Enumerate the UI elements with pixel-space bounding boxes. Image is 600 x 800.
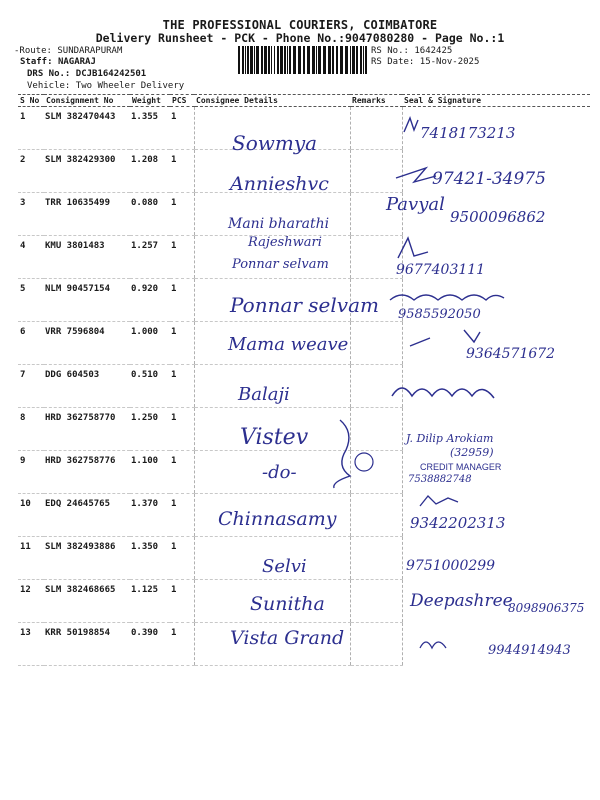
remarks-cell — [350, 365, 402, 408]
sno-cell: 2 — [18, 150, 44, 193]
sig-10: 9342202313 — [410, 514, 506, 532]
barcode-bar — [307, 46, 310, 74]
weight-cell: 1.370 — [130, 494, 170, 537]
barcode-bar — [340, 46, 343, 74]
consignment-cell: TRR 10635499 — [44, 193, 130, 236]
consignee-cell — [194, 451, 350, 494]
weight-cell: 0.920 — [130, 279, 170, 322]
hw-name-10: -do- — [262, 462, 297, 483]
hw-name-5: Ponnar selvam — [232, 257, 329, 272]
barcode-bar — [268, 46, 270, 74]
sno-cell: 12 — [18, 580, 44, 623]
drs-value: DCJB164242501 — [75, 69, 147, 79]
pcs-cell: 1 — [170, 322, 194, 365]
consignee-cell — [194, 408, 350, 451]
sig-2: 97421-34975 — [432, 169, 546, 189]
table-row — [18, 236, 590, 279]
vehicle-label: Vehicle: — [27, 81, 71, 91]
sig-8d: 7538882748 — [408, 474, 472, 485]
barcode-bar — [323, 46, 326, 74]
consignee-cell — [194, 580, 350, 623]
weight-cell: 1.355 — [130, 107, 170, 150]
pcs-cell: 1 — [170, 623, 194, 666]
barcode-bar — [365, 46, 367, 74]
sig-1: 7418173213 — [420, 124, 516, 142]
hw-name-13: Sunitha — [250, 593, 325, 615]
barcode-bar — [352, 46, 355, 74]
barcode-bar — [250, 46, 253, 74]
signature-cell — [402, 322, 590, 365]
company-title: THE PROFESSIONAL COURIERS, COIMBATORE — [162, 18, 438, 32]
hw-name-4: Rajeshwari — [248, 235, 322, 250]
signature-cell — [402, 107, 590, 150]
consignment-cell: NLM 90457154 — [44, 279, 130, 322]
barcode-bar — [316, 46, 317, 74]
consignment-cell: EDQ 24645765 — [44, 494, 130, 537]
barcode-bar — [277, 46, 279, 74]
col-remarks: Remarks — [350, 95, 402, 107]
pcs-cell: 1 — [170, 236, 194, 279]
sno-cell: 3 — [18, 193, 44, 236]
barcode-bar — [356, 46, 358, 74]
hw-name-1: Sowmya — [232, 131, 318, 155]
barcode-bar — [242, 46, 244, 74]
consignee-cell — [194, 322, 350, 365]
table-row — [18, 322, 590, 365]
barcode-bar — [289, 46, 291, 74]
sig-7: 9364571672 — [466, 346, 556, 362]
signature-cell — [402, 580, 590, 623]
staff-label: Staff: — [20, 57, 53, 67]
drs-line — [27, 69, 146, 80]
remarks-cell — [350, 150, 402, 193]
barcode-bar — [298, 46, 301, 74]
barcode-bar — [284, 46, 286, 74]
barcode-bar — [256, 46, 259, 74]
pcs-cell: 1 — [170, 365, 194, 408]
pcs-cell: 1 — [170, 537, 194, 580]
barcode-bar — [293, 46, 296, 74]
barcode-bar — [318, 46, 321, 74]
rs-date-label: RS Date: — [371, 57, 415, 67]
signature-cell — [402, 150, 590, 193]
weight-cell: 1.208 — [130, 150, 170, 193]
pcs-cell: 1 — [170, 193, 194, 236]
weight-cell: 1.257 — [130, 236, 170, 279]
col-consignee: Consignee Details — [194, 95, 350, 107]
remarks-cell — [350, 322, 402, 365]
table-row — [18, 150, 590, 193]
sig-4: 9500096862 — [450, 208, 546, 226]
consignee-cell — [194, 623, 350, 666]
barcode-bar — [345, 46, 348, 74]
rs-date-line — [371, 57, 479, 68]
consignee-cell — [194, 107, 350, 150]
consignee-cell — [194, 494, 350, 537]
sig-5: 9677403111 — [396, 262, 486, 278]
col-pcs: PCS — [170, 95, 194, 107]
consignee-cell — [194, 150, 350, 193]
sno-cell: 7 — [18, 365, 44, 408]
barcode-bar — [287, 46, 288, 74]
pcs-cell: 1 — [170, 408, 194, 451]
col-seal: Seal & Signature — [402, 95, 590, 107]
pcs-cell: 1 — [170, 451, 194, 494]
sno-cell: 10 — [18, 494, 44, 537]
pcs-cell: 1 — [170, 494, 194, 537]
sig-13b: 8098906375 — [508, 601, 585, 615]
sno-cell: 1 — [18, 107, 44, 150]
signature-cell — [402, 623, 590, 666]
remarks-cell — [350, 580, 402, 623]
consignee-cell — [194, 193, 350, 236]
barcode-bar — [303, 46, 305, 74]
weight-cell: 1.250 — [130, 408, 170, 451]
remarks-cell — [350, 451, 402, 494]
remarks-cell — [350, 537, 402, 580]
remarks-cell — [350, 236, 402, 279]
rs-info — [371, 46, 479, 68]
weight-cell: 0.390 — [130, 623, 170, 666]
table-row — [18, 537, 590, 580]
consignment-cell: KMU 3801483 — [44, 236, 130, 279]
barcode-bar — [264, 46, 267, 74]
col-consignment: Consignment No — [44, 95, 130, 107]
rs-no-label: RS No.: — [371, 46, 409, 56]
remarks-cell — [350, 408, 402, 451]
staff-value: NAGARAJ — [57, 57, 96, 67]
vehicle-line — [27, 81, 184, 92]
sig-6: 9585592050 — [398, 307, 481, 322]
remarks-cell — [350, 107, 402, 150]
consignment-cell: SLM 382468665 — [44, 580, 130, 623]
sig-8c: CREDIT MANAGER — [420, 462, 502, 472]
consignment-cell: DDG 604503 — [44, 365, 130, 408]
barcode-bar — [238, 46, 240, 74]
consignment-cell: VRR 7596804 — [44, 322, 130, 365]
table-row — [18, 193, 590, 236]
sno-cell: 6 — [18, 322, 44, 365]
table-row — [18, 107, 590, 150]
remarks-cell — [350, 279, 402, 322]
sig-14: 9944914943 — [488, 643, 571, 658]
hw-name-6: Ponnar selvam — [230, 293, 379, 317]
pcs-cell: 1 — [170, 150, 194, 193]
barcode-bar — [261, 46, 263, 74]
table-row — [18, 365, 590, 408]
sig-3: Pavyal — [386, 194, 445, 215]
barcode-bar — [328, 46, 331, 74]
consignee-cell — [194, 365, 350, 408]
consignee-cell — [194, 236, 350, 279]
consignee-cell — [194, 279, 350, 322]
signature-cell — [402, 408, 590, 451]
signature-cell — [402, 494, 590, 537]
hw-name-11: Chinnasamy — [218, 508, 337, 530]
signature-cell — [402, 537, 590, 580]
sno-cell: 8 — [18, 408, 44, 451]
signature-cell — [402, 451, 590, 494]
sig-8b: (32959) — [450, 446, 494, 459]
signature-cell — [402, 193, 590, 236]
weight-cell: 0.080 — [130, 193, 170, 236]
remarks-cell — [350, 494, 402, 537]
rs-date-value: 15-Nov-2025 — [419, 57, 480, 67]
consignee-cell — [194, 537, 350, 580]
sig-13a: Deepashree — [410, 591, 513, 611]
route-value: SUNDARAPURAM — [57, 46, 123, 56]
signature-cell — [402, 236, 590, 279]
consignment-cell: SLM 382493886 — [44, 537, 130, 580]
barcode-bar — [363, 46, 364, 74]
table-row — [18, 580, 590, 623]
barcode-bar — [332, 46, 334, 74]
sno-cell: 11 — [18, 537, 44, 580]
pcs-cell: 1 — [170, 580, 194, 623]
table-row — [18, 408, 590, 451]
weight-cell: 0.510 — [130, 365, 170, 408]
sig-12: 9751000299 — [406, 558, 496, 574]
runsheet-table — [18, 94, 590, 666]
hw-name-7: Mama weave — [228, 334, 349, 355]
signature-cell — [402, 279, 590, 322]
barcode — [238, 46, 368, 74]
hw-name-14: Vista Grand — [230, 627, 345, 649]
weight-cell: 1.100 — [130, 451, 170, 494]
sno-cell: 4 — [18, 236, 44, 279]
consignment-cell: SLM 382470443 — [44, 107, 130, 150]
weight-cell: 1.350 — [130, 537, 170, 580]
route-label: Route: — [19, 46, 52, 56]
sig-8a: J. Dilip Arokiam — [406, 432, 494, 445]
barcode-bar — [312, 46, 315, 74]
barcode-bar — [245, 46, 246, 74]
hw-name-2: Annieshvc — [230, 173, 329, 195]
barcode-bar — [280, 46, 283, 74]
vehicle-value: Two Wheeler Delivery — [75, 81, 185, 91]
table-header-row — [18, 95, 590, 107]
runsheet-subtitle: Delivery Runsheet - PCK - Phone No.:9047080280 - Page No.:1 — [95, 31, 505, 45]
barcode-bar — [336, 46, 338, 74]
signature-cell — [402, 365, 590, 408]
barcode-bar — [254, 46, 255, 74]
rs-no-line — [371, 46, 479, 57]
consignment-cell: HRD 362758770 — [44, 408, 130, 451]
sno-cell: 9 — [18, 451, 44, 494]
pcs-cell: 1 — [170, 107, 194, 150]
weight-cell: 1.000 — [130, 322, 170, 365]
pcs-cell: 1 — [170, 279, 194, 322]
sno-cell: 5 — [18, 279, 44, 322]
table-row — [18, 623, 590, 666]
route-line: -Route: SUNDARAPURAM — [14, 46, 123, 56]
hw-name-12: Selvi — [262, 556, 307, 577]
table-row — [18, 451, 590, 494]
consignment-cell: HRD 362758776 — [44, 451, 130, 494]
remarks-cell — [350, 623, 402, 666]
col-weight: Weight — [130, 95, 170, 107]
barcode-bar — [274, 46, 275, 74]
col-sno: S No — [18, 95, 44, 107]
barcode-bar — [360, 46, 362, 74]
hw-name-8: Balaji — [238, 384, 290, 405]
hw-name-3: Mani bharathi — [228, 216, 330, 232]
consignment-cell: KRR 50198854 — [44, 623, 130, 666]
rs-no-value: 1642425 — [414, 46, 453, 56]
sno-cell: 13 — [18, 623, 44, 666]
barcode-bar — [247, 46, 249, 74]
hw-name-9: Vistev — [240, 425, 309, 450]
drs-label: DRS No.: — [27, 69, 71, 79]
weight-cell: 1.125 — [130, 580, 170, 623]
barcode-bar — [350, 46, 351, 74]
consignment-cell: SLM 382429300 — [44, 150, 130, 193]
remarks-cell — [350, 193, 402, 236]
barcode-bar — [271, 46, 272, 74]
table-row — [18, 494, 590, 537]
table-row — [18, 279, 590, 322]
staff-line — [20, 57, 96, 68]
